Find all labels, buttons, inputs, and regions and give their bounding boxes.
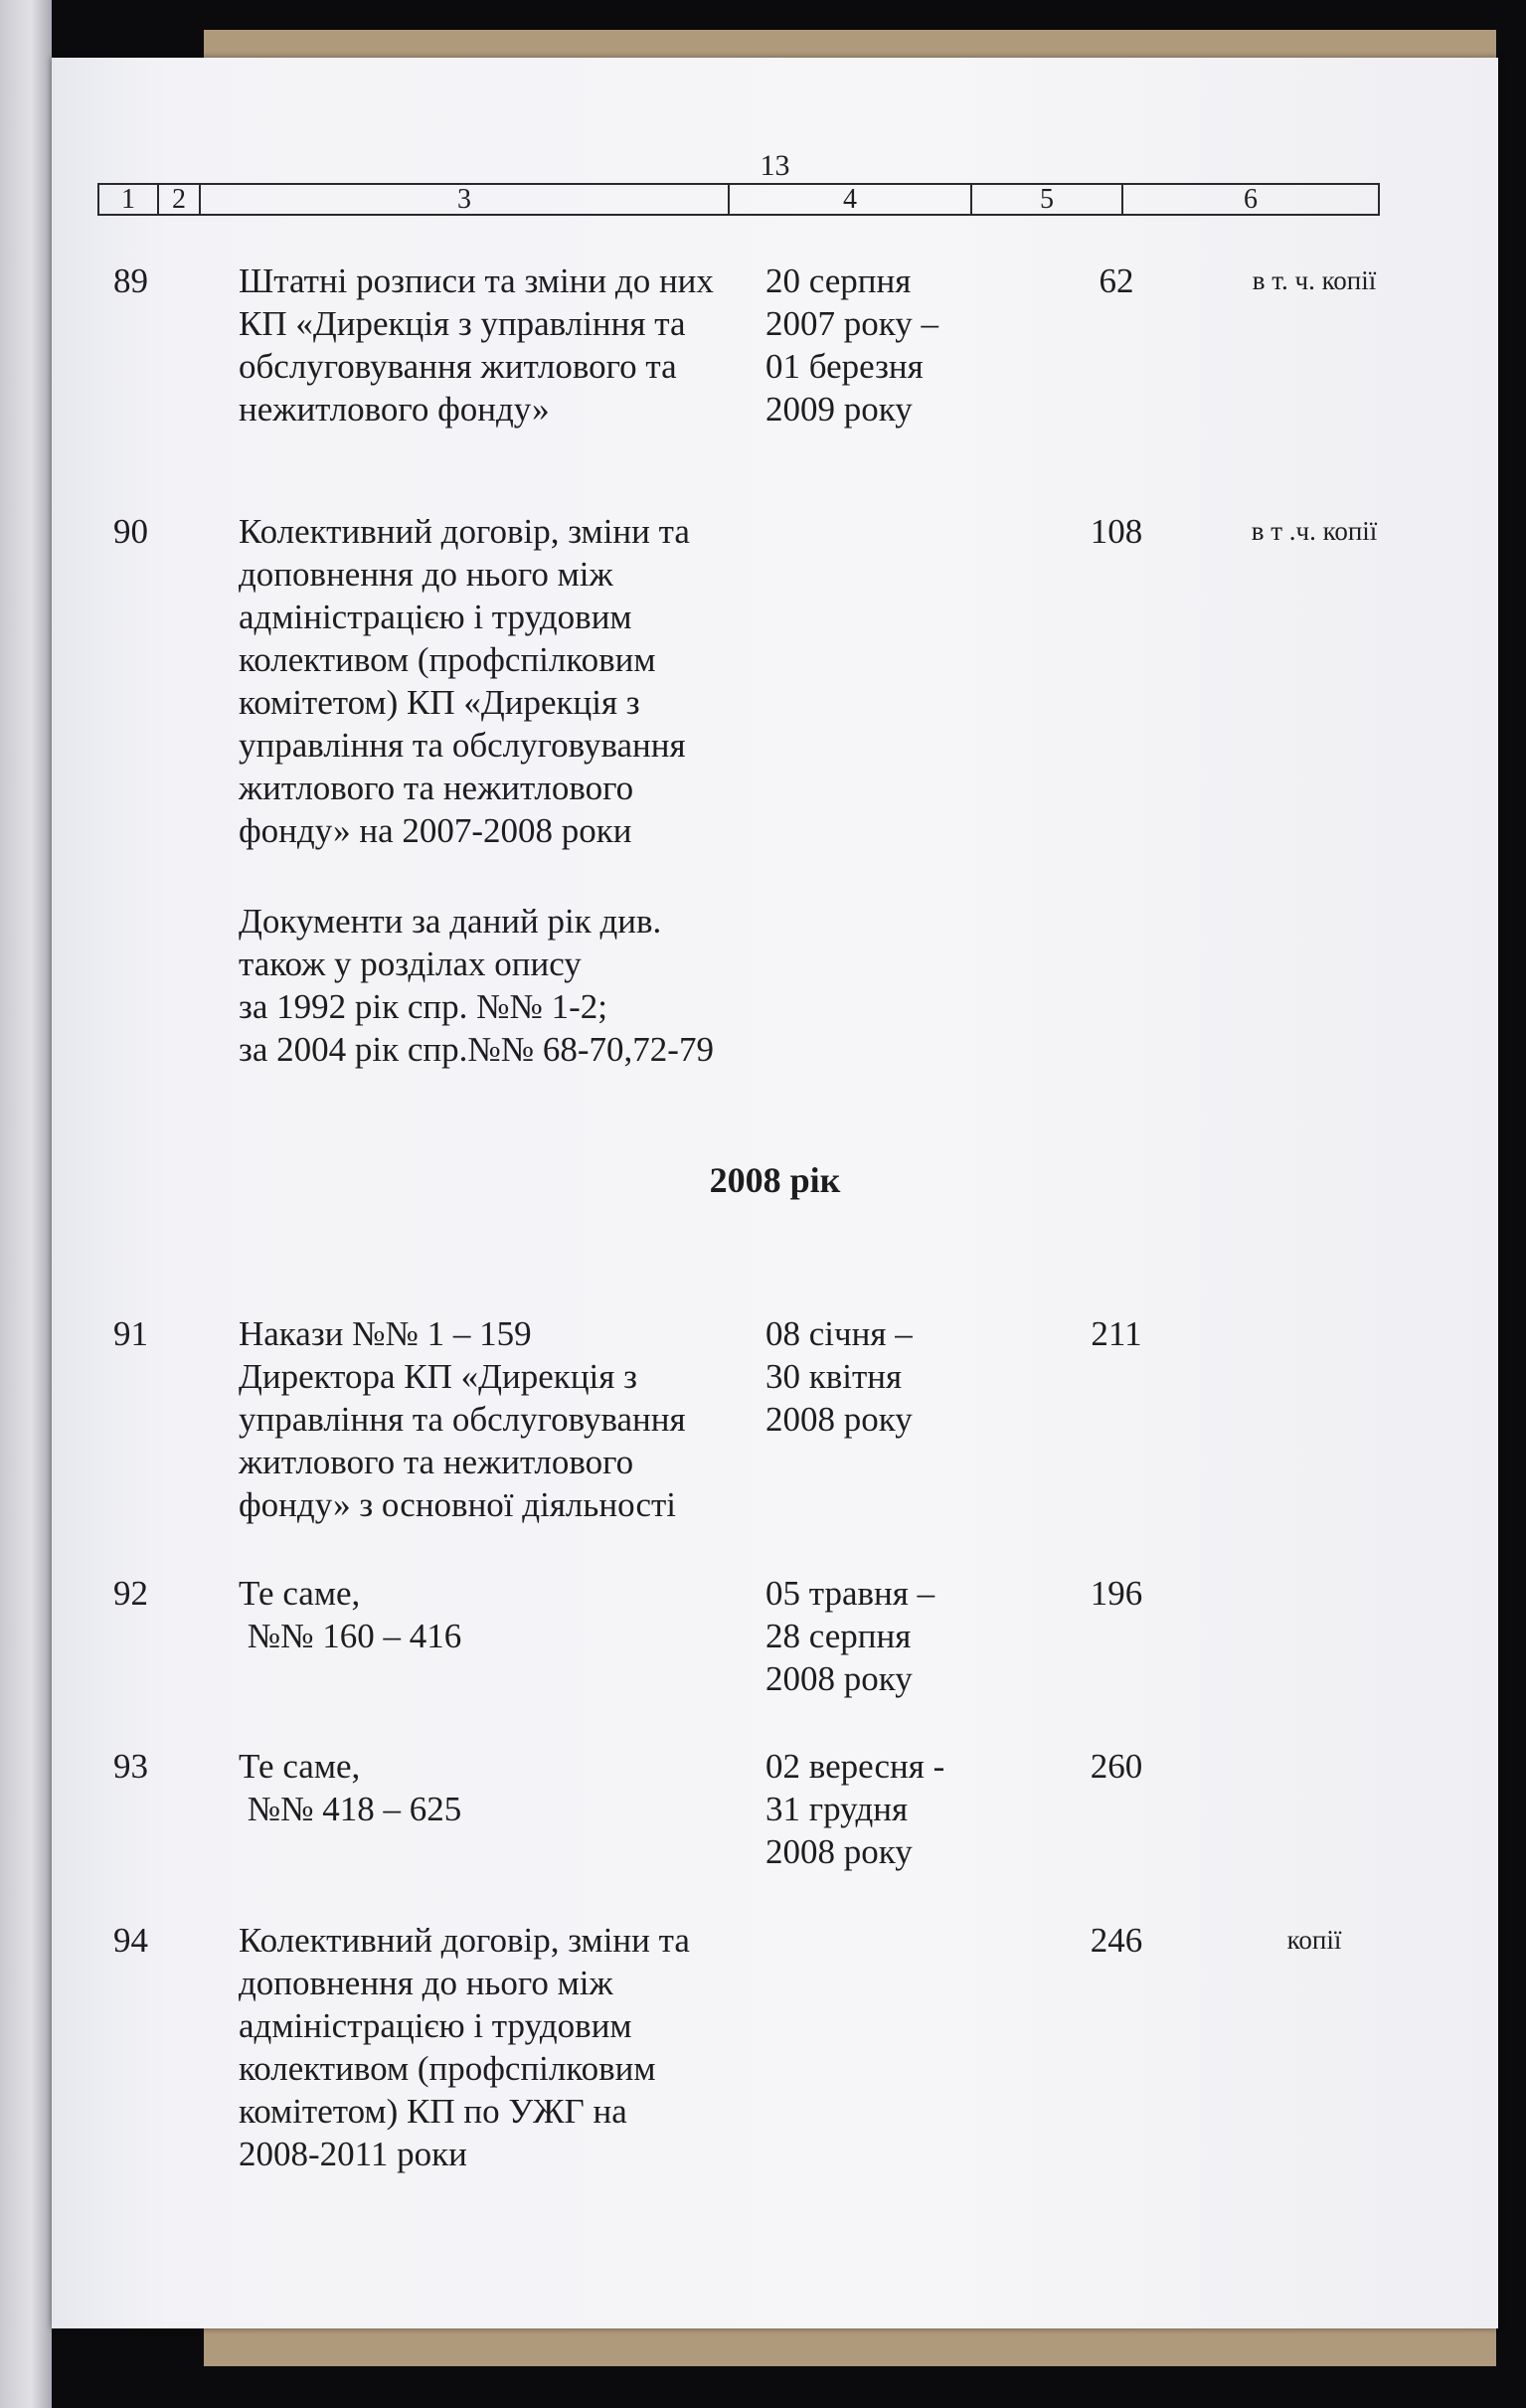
header-col-5: 5 — [972, 185, 1123, 214]
row-90-number: 90 — [113, 512, 148, 551]
row-93-dates: 02 вересня - 31 грудня 2008 року — [765, 1747, 945, 1871]
row-89-notes: в т. ч. копії — [1252, 265, 1377, 295]
row-91-number: 91 — [113, 1314, 148, 1353]
row-92-title: Те саме, №№ 160 – 416 — [239, 1574, 462, 1655]
row-92-sheets: 196 — [1090, 1574, 1143, 1613]
row-91-sheets: 211 — [1091, 1314, 1142, 1353]
row-94-notes: копії — [1286, 1925, 1342, 1955]
left-page-edge — [0, 0, 52, 2408]
cross-reference-note: Документи за даний рік див. також у розділах опису за 1992 рік спр. №№ 1-2; за 2004 рік спр.№№ 68-70,72-79 — [239, 902, 714, 1069]
row-89-sheets: 62 — [1099, 261, 1134, 300]
row-91-dates: 08 січня – 30 квітня 2008 року — [765, 1314, 913, 1439]
row-90-sheets: 108 — [1090, 512, 1143, 551]
page-number: 13 — [760, 149, 790, 182]
row-94-number: 94 — [113, 1921, 148, 1960]
header-col-6: 6 — [1244, 184, 1258, 215]
row-89-number: 89 — [113, 261, 148, 300]
row-93-sheets: 260 — [1090, 1747, 1143, 1786]
row-89-dates: 20 серпня 2007 року – 01 березня 2009 року — [765, 261, 939, 429]
row-93-title: Те саме, №№ 418 – 625 — [239, 1747, 462, 1828]
document-page — [52, 58, 1498, 2328]
header-col-4: 4 — [730, 185, 972, 214]
row-93-number: 93 — [113, 1747, 148, 1786]
row-91-title: Накази №№ 1 – 159 Директора КП «Дирекція з управління та обслуговування житлового та нежитлового фонду» з основної діяльності — [239, 1314, 686, 1524]
row-92-number: 92 — [113, 1574, 148, 1613]
row-89-title: Штатні розписи та зміни до них КП «Дирекція з управління та обслуговування житлового та нежитлового фонду» — [239, 261, 714, 429]
header-col-2: 2 — [159, 185, 201, 214]
row-94-sheets: 246 — [1090, 1921, 1143, 1960]
header-col-3: 3 — [201, 185, 730, 214]
row-90-notes: в т .ч. копії — [1251, 516, 1378, 546]
row-94-title: Колективний договір, зміни та доповнення до нього між адміністрацією і трудовим колективом (профспілковим комітетом) КП по УЖГ на 2008-2011 роки — [239, 1921, 690, 2173]
column-number-header — [97, 183, 1380, 216]
row-90-title: Колективний договір, зміни та доповнення до нього між адміністрацією і трудовим колективом (профспілковим комітетом) КП «Дирекція з управління та обслуговування житлового та нежитлового фонду» на 2007-2008 роки — [239, 512, 690, 850]
header-col-1: 1 — [99, 185, 159, 214]
row-92-dates: 05 травня – 28 серпня 2008 року — [765, 1574, 935, 1698]
year-heading: 2008 рік — [709, 1160, 841, 1200]
